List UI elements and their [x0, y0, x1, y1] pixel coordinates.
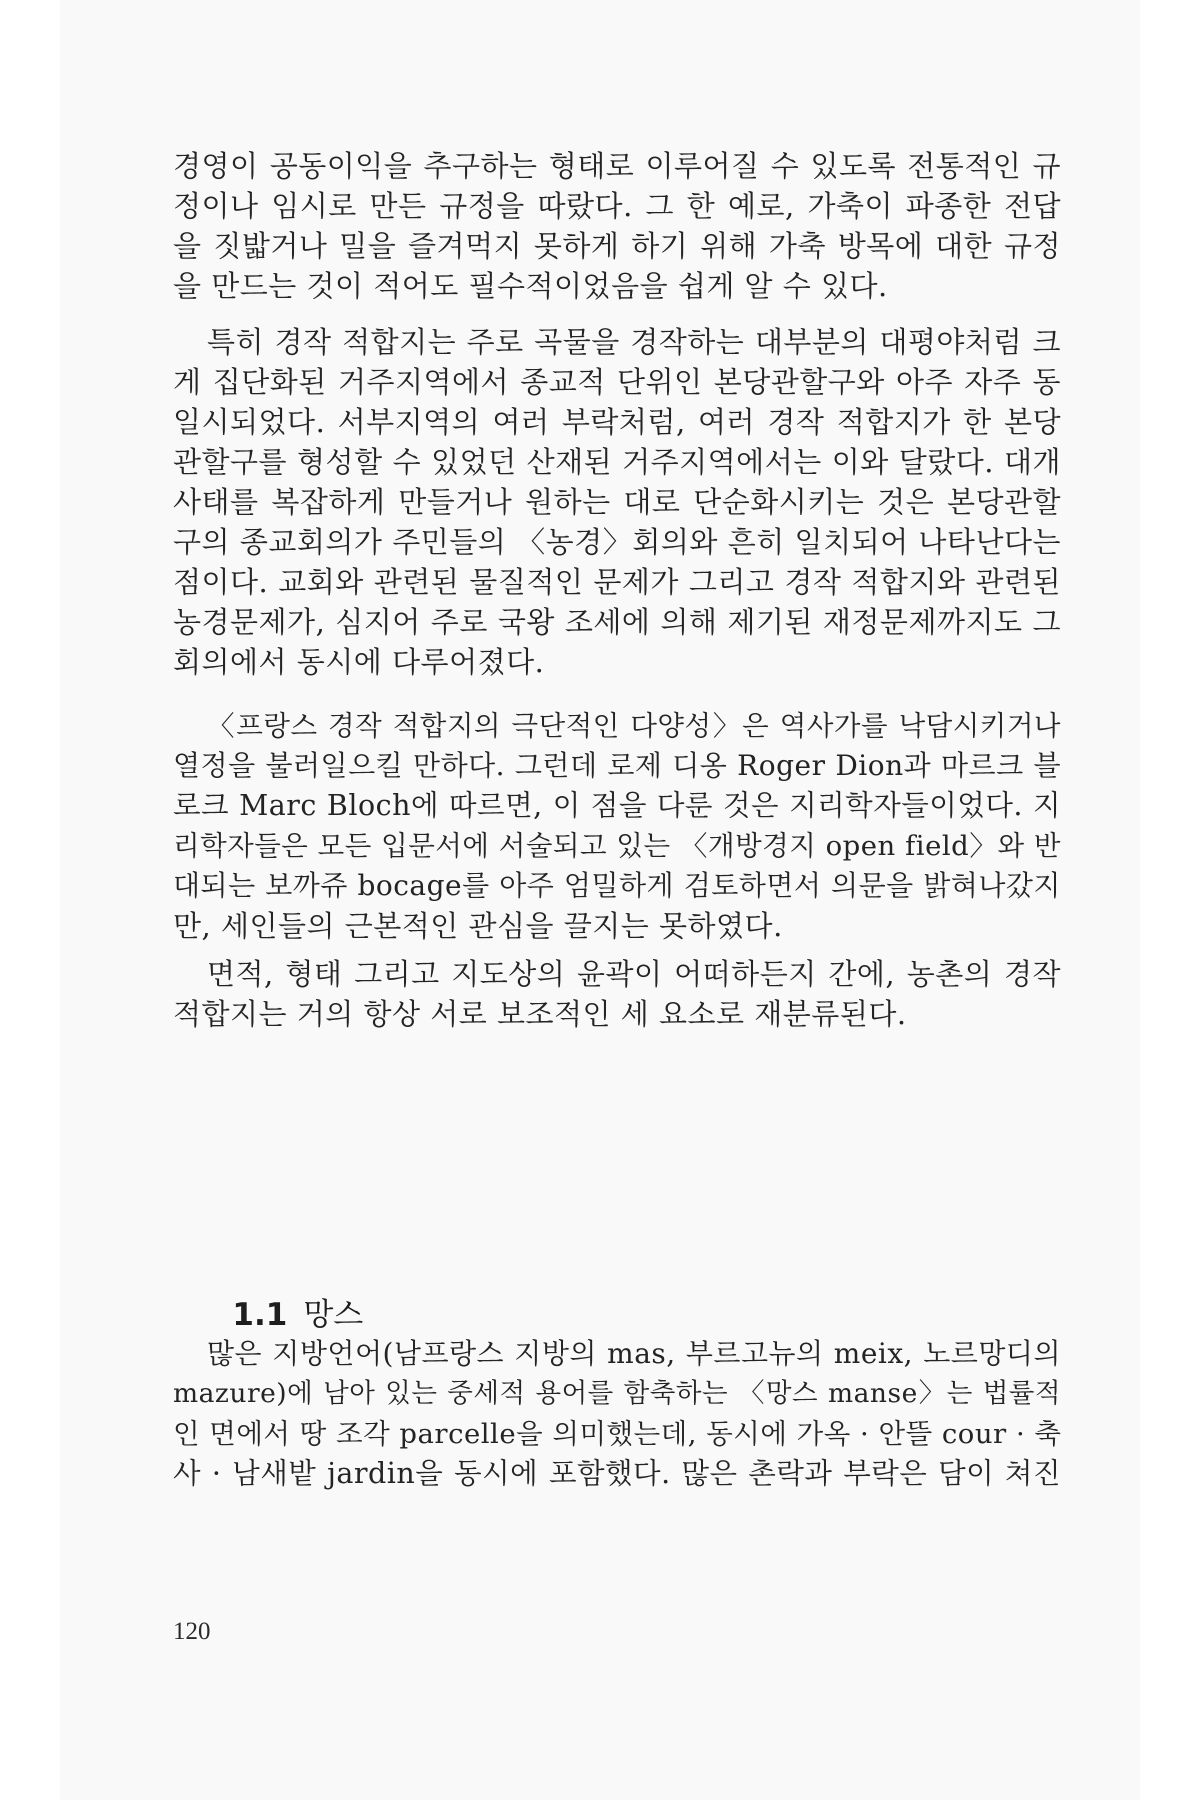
paragraph-line: 적합지는 거의 항상 서로 보조적인 세 요소로 재분류된다.	[173, 997, 907, 1031]
section-paragraph	[173, 1334, 1061, 1494]
paragraph-line: 만, 세인들의 근본적인 관심을 끌지는 못하였다.	[173, 909, 783, 943]
paragraph-line: 〈프랑스 경작 적합지의 극단적인 다양성〉은 역사가를 낙담시키거나	[207, 710, 1061, 742]
paragraph-4	[173, 954, 1061, 1034]
paragraph-line: mazure)에 남아 있는 중세적 용어를 함축하는 〈망스 manse〉는 법률적	[173, 1378, 1061, 1409]
paragraph-line: 일시되었다. 서부지역의 여러 부락처럼, 여러 경작 적합지가 한 본당	[173, 405, 1061, 439]
paragraph-line: 면적, 형태 그리고 지도상의 윤곽이 어떠하든지 간에, 농촌의 경작	[207, 957, 1061, 991]
paragraph-line: 구의 종교회의가 주민들의 〈농경〉회의와 흔히 일치되어 나타난다는	[173, 525, 1061, 559]
paragraph-line: 을 짓밟거나 밀을 즐겨먹지 못하게 하기 위해 가축 방목에 대한 규정	[173, 229, 1061, 263]
paragraph-line: 사 · 남새밭 jardin을 동시에 포함했다. 많은 촌락과 부락은 담이 쳐진	[173, 1457, 1061, 1490]
paragraph-line: 회의에서 동시에 다루어졌다.	[173, 645, 545, 679]
section-title: 망스	[303, 1297, 364, 1333]
paragraph-line: 관할구를 형성할 수 있었던 산재된 거주지역에서는 이와 달랐다. 대개	[173, 445, 1061, 479]
paragraph-line: 리학자들은 모든 입문서에 서술되고 있는 〈개방경지 open field〉와 반	[173, 830, 1061, 862]
paragraph-line: 경영이 공동이익을 추구하는 형태로 이루어질 수 있도록 전통적인 규	[173, 149, 1061, 183]
paragraph-line: 특히 경작 적합지는 주로 곡물을 경작하는 대부분의 대평야처럼 크	[207, 325, 1061, 359]
paragraph-line: 인 면에서 땅 조각 parcelle을 의미했는데, 동시에 가옥 · 안뜰 cour · 축	[173, 1418, 1062, 1450]
paragraph-line: 점이다. 교회와 관련된 물질적인 문제가 그리고 경작 적합지와 관련된	[173, 565, 1061, 599]
paragraph-1	[173, 146, 1061, 306]
paragraph-line: 농경문제가, 심지어 주로 국왕 조세에 의해 제기된 재정문제까지도 그	[173, 605, 1061, 639]
paragraph-3	[173, 706, 1061, 946]
section-heading	[193, 1246, 364, 1333]
section-number: 1.1	[232, 1297, 288, 1333]
paragraph-line: 을 만드는 것이 적어도 필수적이었음을 쉽게 알 수 있다.	[173, 269, 888, 303]
paragraph-line: 대되는 보까쥬 bocage를 아주 엄밀하게 검토하면서 의문을 밝혀나갔지	[173, 869, 1061, 902]
paragraph-line: 사태를 복잡하게 만들거나 원하는 대로 단순화시키는 것은 본당관할	[173, 485, 1061, 519]
paragraph-line: 로크 Marc Bloch에 따르면, 이 점을 다룬 것은 지리학자들이었다. 지	[173, 789, 1061, 822]
paragraph-line: 게 집단화된 거주지역에서 종교적 단위인 본당관할구와 아주 자주 동	[173, 365, 1061, 399]
paragraph-line: 정이나 임시로 만든 규정을 따랐다. 그 한 예로, 가축이 파종한 전답	[173, 189, 1061, 223]
page-number: 120	[173, 1618, 211, 1645]
paragraph-line: 많은 지방언어(남프랑스 지방의 mas, 부르고뉴의 meix, 노르망디의	[207, 1337, 1061, 1370]
paragraph-2	[173, 322, 1061, 682]
paragraph-line: 열정을 불러일으킬 만하다. 그런데 로제 디옹 Roger Dion과 마르크 블	[173, 749, 1061, 782]
